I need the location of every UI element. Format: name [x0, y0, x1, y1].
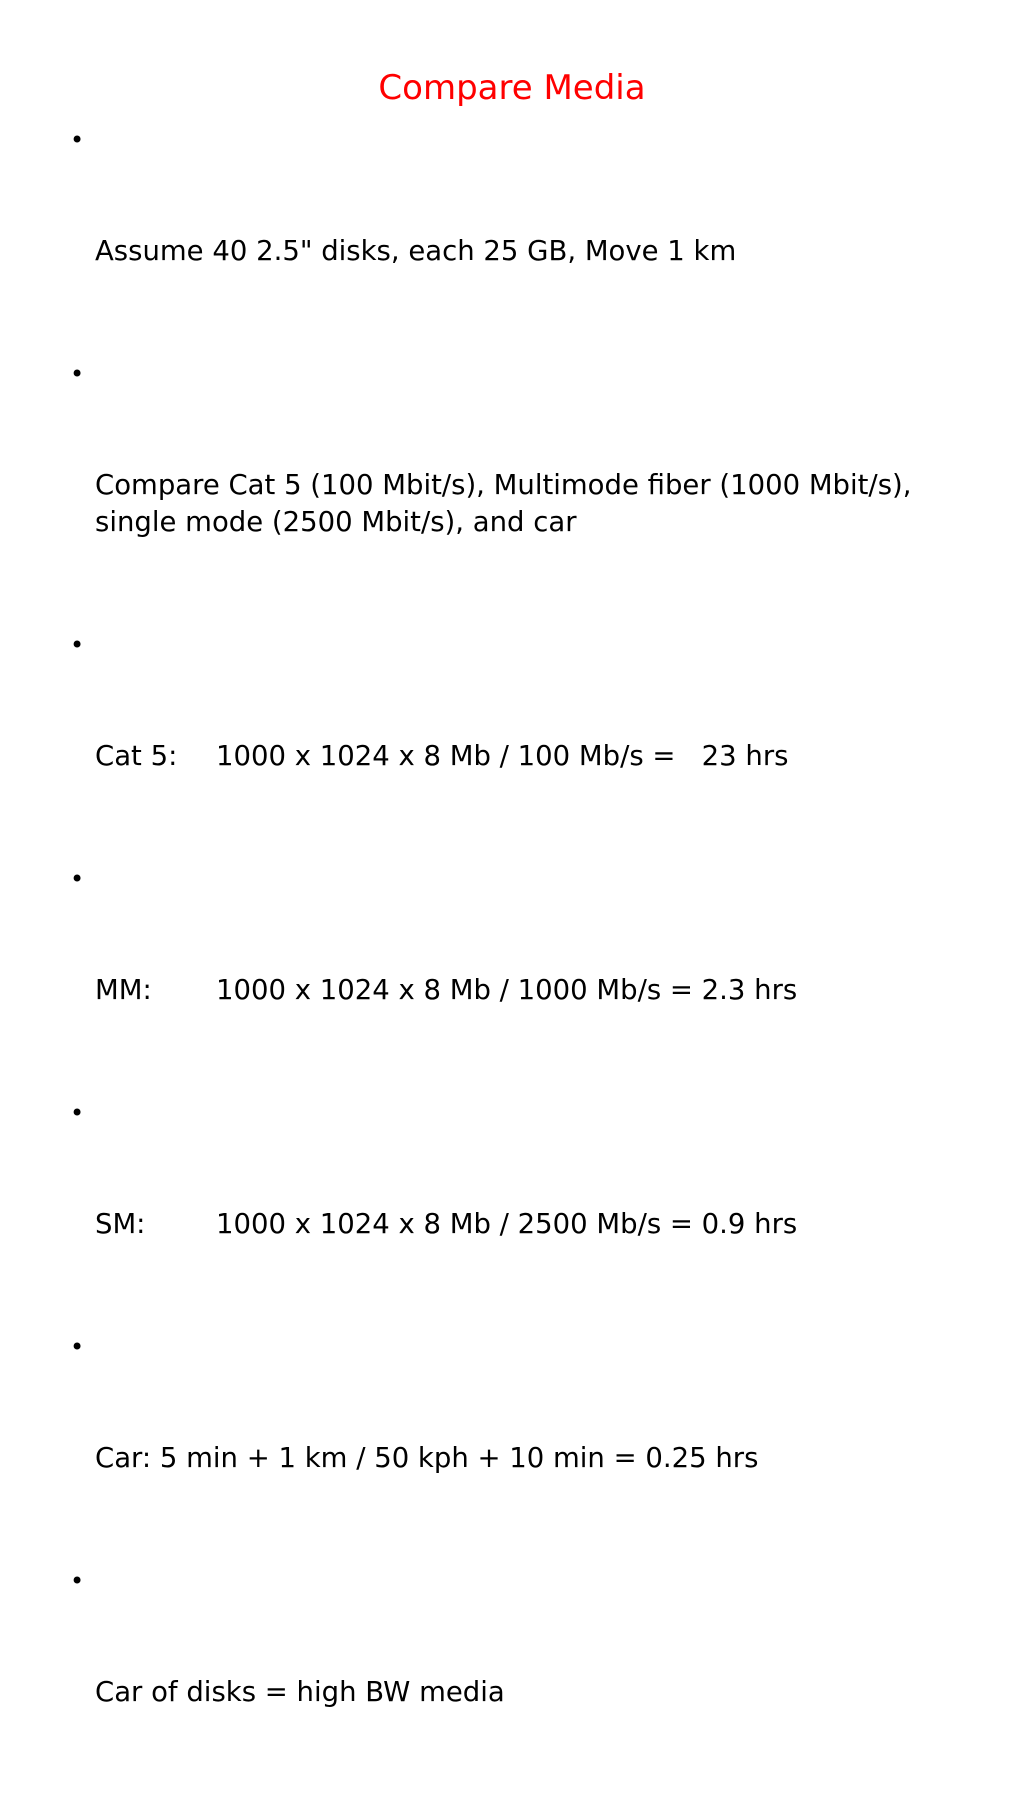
bullet-text: 1000 x 1024 x 8 Mb / 100 Mb/s = 23 hrs: [216, 740, 789, 772]
bullet-item-sm: [58, 1095, 978, 1317]
bullet-item-compare: [58, 356, 978, 615]
bullet-text: 1000 x 1024 x 8 Mb / 1000 Mb/s = 2.3 hrs: [216, 974, 798, 1006]
slide-title: Compare Media: [378, 68, 646, 108]
bullet-dot-icon: •: [70, 126, 85, 154]
bullet-dot-icon: •: [70, 1567, 85, 1595]
bullet-label: SM:: [95, 1208, 146, 1240]
bullet-item-mm: [58, 861, 978, 1083]
bullet-text: Car: 5 min + 1 km / 50 kph + 10 min = 0.25 hrs: [95, 1442, 759, 1474]
bullet-dot-icon: •: [70, 1099, 85, 1127]
bullet-dot-icon: •: [70, 865, 85, 893]
bullet-text: Assume 40 2.5" disks, each 25 GB, Move 1 km: [95, 235, 737, 267]
bullet-text: 1000 x 1024 x 8 Mb / 2500 Mb/s = 0.9 hrs: [216, 1208, 798, 1240]
bullet-label: MM:: [95, 974, 152, 1006]
bullet-item-assume: [58, 122, 978, 344]
bullet-text: Compare Cat 5 (100 Mbit/s), Multimode fiber (1000 Mbit/s), single mode (2500 Mbit/s), and car: [95, 469, 921, 538]
bullet-text: Car of disks = high BW media: [95, 1676, 505, 1708]
bullet-item-car-of-disks: [58, 1563, 978, 1785]
bullet-item-cat5: [58, 627, 978, 849]
bullet-dot-icon: •: [70, 1333, 85, 1361]
bullet-label: Cat 5:: [95, 740, 178, 772]
bullet-item-car: [58, 1329, 978, 1551]
bullet-dot-icon: •: [70, 631, 85, 659]
bullet-list: [58, 122, 978, 1797]
bullet-dot-icon: •: [70, 360, 85, 388]
